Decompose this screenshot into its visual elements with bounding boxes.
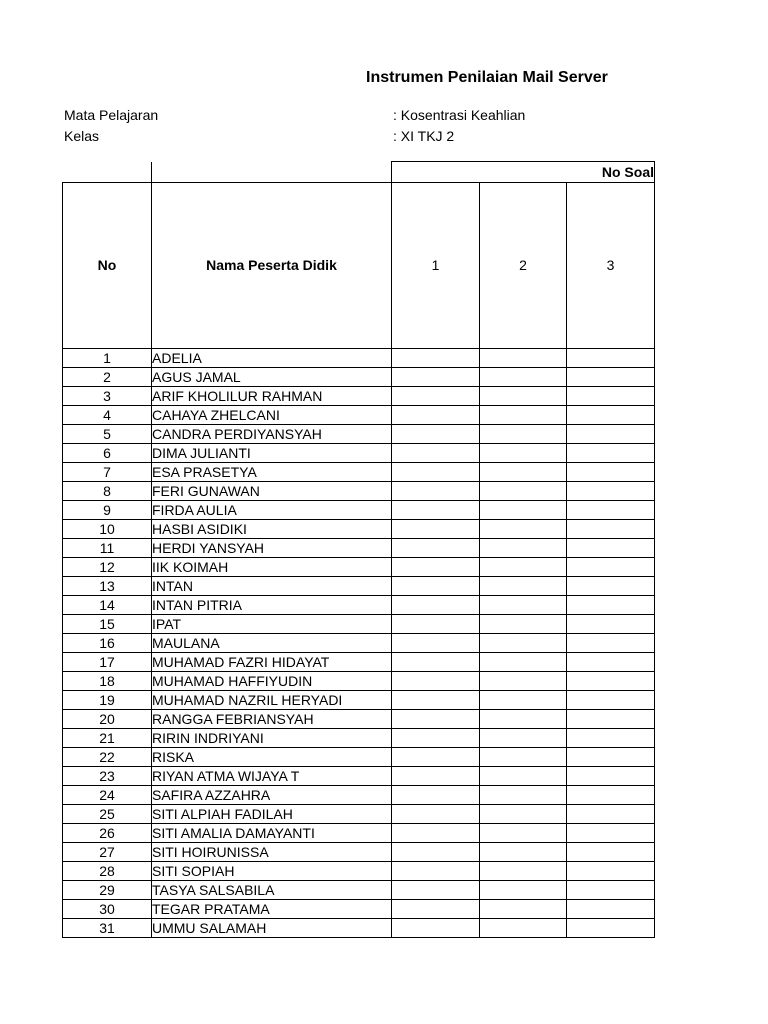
score-cell-q2[interactable] (480, 368, 567, 387)
score-cell-q1[interactable] (392, 520, 480, 539)
score-cell-q3[interactable] (567, 881, 655, 900)
score-cell-q3[interactable] (567, 349, 655, 368)
header-question-1: 1 (392, 183, 480, 349)
assessment-table (62, 161, 655, 938)
row-number: 19 (63, 691, 152, 710)
score-cell-q2[interactable] (480, 862, 567, 881)
score-cell-q1[interactable] (392, 463, 480, 482)
table-row (63, 691, 655, 710)
student-name: FIRDA AULIA (152, 501, 392, 520)
student-name: UMMU SALAMAH (152, 919, 392, 938)
meta-class-label: Kelas (64, 128, 100, 144)
score-cell-q3[interactable] (567, 596, 655, 615)
student-name: MUHAMAD FAZRI HIDAYAT (152, 653, 392, 672)
table-row (63, 368, 655, 387)
score-cell-q3[interactable] (567, 710, 655, 729)
score-cell-q2[interactable] (480, 520, 567, 539)
score-cell-q1[interactable] (392, 653, 480, 672)
score-cell-q3[interactable] (567, 862, 655, 881)
row-number: 17 (63, 653, 152, 672)
score-cell-q3[interactable] (567, 729, 655, 748)
table-row (63, 767, 655, 786)
score-cell-q3[interactable] (567, 501, 655, 520)
row-number: 30 (63, 900, 152, 919)
score-cell-q2[interactable] (480, 691, 567, 710)
score-cell-q1[interactable] (392, 691, 480, 710)
table-row (63, 843, 655, 862)
score-cell-q1[interactable] (392, 406, 480, 425)
table-row (63, 824, 655, 843)
header-question-3: 3 (567, 183, 655, 349)
table-row (63, 596, 655, 615)
header-spacer (152, 162, 392, 183)
score-cell-q2[interactable] (480, 501, 567, 520)
student-name: RANGGA FEBRIANSYAH (152, 710, 392, 729)
score-cell-q1[interactable] (392, 368, 480, 387)
score-cell-q1[interactable] (392, 444, 480, 463)
student-name: CANDRA PERDIYANSYAH (152, 425, 392, 444)
score-cell-q3[interactable] (567, 653, 655, 672)
score-cell-q3[interactable] (567, 805, 655, 824)
score-cell-q1[interactable] (392, 881, 480, 900)
student-name: SITI HOIRUNISSA (152, 843, 392, 862)
table-row (63, 672, 655, 691)
score-cell-q2[interactable] (480, 653, 567, 672)
student-name: CAHAYA ZHELCANI (152, 406, 392, 425)
student-name: ADELIA (152, 349, 392, 368)
row-number: 4 (63, 406, 152, 425)
table-row (63, 634, 655, 653)
score-cell-q3[interactable] (567, 691, 655, 710)
row-number: 16 (63, 634, 152, 653)
row-number: 29 (63, 881, 152, 900)
table-row (63, 748, 655, 767)
row-number: 20 (63, 710, 152, 729)
score-cell-q2[interactable] (480, 406, 567, 425)
score-cell-q1[interactable] (392, 919, 480, 938)
student-name: RISKA (152, 748, 392, 767)
score-cell-q1[interactable] (392, 900, 480, 919)
student-name: MUHAMAD HAFFIYUDIN (152, 672, 392, 691)
score-cell-q1[interactable] (392, 558, 480, 577)
score-cell-q1[interactable] (392, 748, 480, 767)
student-name: SAFIRA AZZAHRA (152, 786, 392, 805)
score-cell-q1[interactable] (392, 596, 480, 615)
student-name: TEGAR PRATAMA (152, 900, 392, 919)
table-row (63, 900, 655, 919)
row-number: 2 (63, 368, 152, 387)
score-cell-q3[interactable] (567, 444, 655, 463)
row-number: 8 (63, 482, 152, 501)
row-number: 14 (63, 596, 152, 615)
score-cell-q2[interactable] (480, 805, 567, 824)
table-row (63, 406, 655, 425)
meta-class-value: : XI TKJ 2 (393, 128, 455, 144)
row-number: 9 (63, 501, 152, 520)
score-cell-q2[interactable] (480, 577, 567, 596)
header-spacer (63, 162, 152, 183)
score-cell-q2[interactable] (480, 596, 567, 615)
score-cell-q1[interactable] (392, 767, 480, 786)
score-cell-q3[interactable] (567, 900, 655, 919)
score-cell-q2[interactable] (480, 444, 567, 463)
score-cell-q3[interactable] (567, 387, 655, 406)
row-number: 10 (63, 520, 152, 539)
header-nama-peserta-didik: Nama Peserta Didik (152, 183, 392, 349)
row-number: 31 (63, 919, 152, 938)
table-row (63, 786, 655, 805)
row-number: 26 (63, 824, 152, 843)
row-number: 7 (63, 463, 152, 482)
score-cell-q2[interactable] (480, 729, 567, 748)
row-number: 23 (63, 767, 152, 786)
student-name: MAULANA (152, 634, 392, 653)
student-name: AGUS JAMAL (152, 368, 392, 387)
table-row (63, 387, 655, 406)
table-row (63, 710, 655, 729)
score-cell-q3[interactable] (567, 425, 655, 444)
score-cell-q2[interactable] (480, 349, 567, 368)
table-row (63, 349, 655, 368)
student-name: IPAT (152, 615, 392, 634)
table-header-row (63, 183, 655, 349)
score-cell-q2[interactable] (480, 824, 567, 843)
score-cell-q1[interactable] (392, 634, 480, 653)
score-cell-q2[interactable] (480, 482, 567, 501)
meta-subject-value: : Kosentrasi Keahlian (393, 107, 526, 123)
score-cell-q3[interactable] (567, 577, 655, 596)
score-cell-q1[interactable] (392, 805, 480, 824)
table-row (63, 425, 655, 444)
student-name: INTAN PITRIA (152, 596, 392, 615)
score-cell-q1[interactable] (392, 710, 480, 729)
row-number: 15 (63, 615, 152, 634)
score-cell-q1[interactable] (392, 387, 480, 406)
score-cell-q3[interactable] (567, 824, 655, 843)
table-row (63, 501, 655, 520)
score-cell-q2[interactable] (480, 634, 567, 653)
student-name: DIMA JULIANTI (152, 444, 392, 463)
score-cell-q1[interactable] (392, 862, 480, 881)
score-cell-q3[interactable] (567, 748, 655, 767)
student-name: RIYAN ATMA WIJAYA T (152, 767, 392, 786)
student-name: SITI SOPIAH (152, 862, 392, 881)
row-number: 28 (63, 862, 152, 881)
score-cell-q3[interactable] (567, 406, 655, 425)
score-cell-q3[interactable] (567, 767, 655, 786)
score-cell-q2[interactable] (480, 387, 567, 406)
table-row (63, 615, 655, 634)
score-cell-q2[interactable] (480, 786, 567, 805)
header-no-soal: No Soal (392, 162, 655, 183)
student-name: ESA PRASETYA (152, 463, 392, 482)
table-row (63, 577, 655, 596)
score-cell-q1[interactable] (392, 539, 480, 558)
score-cell-q2[interactable] (480, 748, 567, 767)
row-number: 25 (63, 805, 152, 824)
score-cell-q3[interactable] (567, 786, 655, 805)
score-cell-q2[interactable] (480, 558, 567, 577)
score-cell-q2[interactable] (480, 919, 567, 938)
row-number: 3 (63, 387, 152, 406)
row-number: 5 (63, 425, 152, 444)
student-name: HASBI ASIDIKI (152, 520, 392, 539)
score-cell-q2[interactable] (480, 843, 567, 862)
table-row (63, 729, 655, 748)
table-row (63, 539, 655, 558)
student-name: HERDI YANSYAH (152, 539, 392, 558)
row-number: 6 (63, 444, 152, 463)
table-body (63, 349, 655, 938)
table-row (63, 520, 655, 539)
score-cell-q3[interactable] (567, 558, 655, 577)
table-row (63, 919, 655, 938)
table-header-row-top (63, 162, 655, 183)
score-cell-q1[interactable] (392, 824, 480, 843)
score-cell-q3[interactable] (567, 615, 655, 634)
row-number: 13 (63, 577, 152, 596)
score-cell-q3[interactable] (567, 919, 655, 938)
document-title: Instrumen Penilaian Mail Server (366, 69, 608, 86)
student-name: TASYA SALSABILA (152, 881, 392, 900)
table-row (63, 463, 655, 482)
header-no: No (63, 183, 152, 349)
score-cell-q3[interactable] (567, 672, 655, 691)
score-cell-q2[interactable] (480, 463, 567, 482)
score-cell-q1[interactable] (392, 482, 480, 501)
score-cell-q3[interactable] (567, 539, 655, 558)
table-row (63, 653, 655, 672)
score-cell-q2[interactable] (480, 672, 567, 691)
score-cell-q2[interactable] (480, 710, 567, 729)
row-number: 21 (63, 729, 152, 748)
score-cell-q1[interactable] (392, 672, 480, 691)
student-name: SITI AMALIA DAMAYANTI (152, 824, 392, 843)
table-row (63, 862, 655, 881)
student-name: INTAN (152, 577, 392, 596)
row-number: 27 (63, 843, 152, 862)
score-cell-q1[interactable] (392, 501, 480, 520)
score-cell-q1[interactable] (392, 786, 480, 805)
row-number: 22 (63, 748, 152, 767)
header-question-2: 2 (480, 183, 567, 349)
student-name: IIK KOIMAH (152, 558, 392, 577)
student-name: ARIF KHOLILUR RAHMAN (152, 387, 392, 406)
row-number: 18 (63, 672, 152, 691)
score-cell-q3[interactable] (567, 368, 655, 387)
score-cell-q2[interactable] (480, 539, 567, 558)
score-cell-q3[interactable] (567, 520, 655, 539)
score-cell-q3[interactable] (567, 463, 655, 482)
table-row (63, 805, 655, 824)
student-name: RIRIN INDRIYANI (152, 729, 392, 748)
score-cell-q2[interactable] (480, 881, 567, 900)
score-cell-q1[interactable] (392, 615, 480, 634)
score-cell-q2[interactable] (480, 900, 567, 919)
row-number: 11 (63, 539, 152, 558)
score-cell-q2[interactable] (480, 425, 567, 444)
score-cell-q1[interactable] (392, 425, 480, 444)
table-row (63, 482, 655, 501)
score-cell-q3[interactable] (567, 634, 655, 653)
score-cell-q3[interactable] (567, 843, 655, 862)
table-row (63, 558, 655, 577)
score-cell-q1[interactable] (392, 349, 480, 368)
score-cell-q2[interactable] (480, 615, 567, 634)
row-number: 1 (63, 349, 152, 368)
score-cell-q1[interactable] (392, 577, 480, 596)
table-row (63, 881, 655, 900)
table-row (63, 444, 655, 463)
score-cell-q2[interactable] (480, 767, 567, 786)
score-cell-q3[interactable] (567, 482, 655, 501)
student-name: SITI ALPIAH FADILAH (152, 805, 392, 824)
score-cell-q1[interactable] (392, 729, 480, 748)
row-number: 12 (63, 558, 152, 577)
student-name: MUHAMAD NAZRIL HERYADI (152, 691, 392, 710)
student-name: FERI GUNAWAN (152, 482, 392, 501)
score-cell-q1[interactable] (392, 843, 480, 862)
meta-subject-label: Mata Pelajaran (64, 107, 159, 123)
row-number: 24 (63, 786, 152, 805)
